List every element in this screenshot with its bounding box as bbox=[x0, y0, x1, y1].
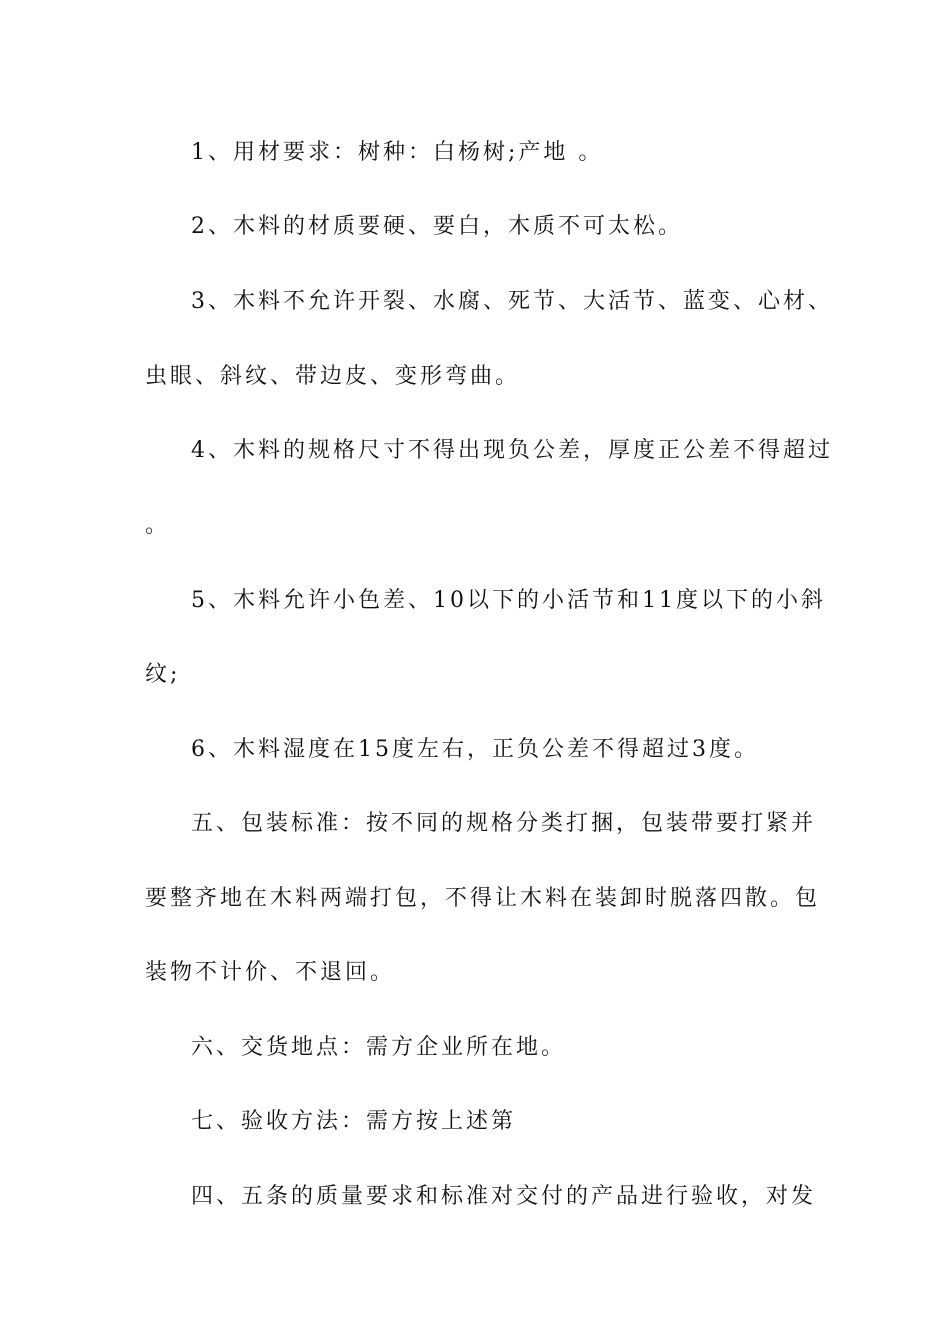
paragraph-line-6: 。 bbox=[145, 513, 171, 538]
paragraph-line-4: 虫眼、斜纹、带边皮、变形弯曲。 bbox=[145, 364, 521, 389]
paragraph-line-3: 3、木料不允许开裂、水腐、死节、大活节、蓝变、心材、 bbox=[191, 289, 833, 314]
paragraph-line-5: 4、木料的规格尺寸不得出现负公差，厚度正公差不得超过 bbox=[191, 438, 833, 463]
paragraph-line-13: 六、交货地点：需方企业所在地。 bbox=[191, 1035, 567, 1060]
paragraph-line-2: 2、木料的材质要硬、要白，木质不可太松。 bbox=[191, 214, 683, 239]
paragraph-line-15: 四、五条的质量要求和标准对交付的产品进行验收，对发 bbox=[191, 1184, 817, 1209]
paragraph-line-12: 装物不计价、不退回。 bbox=[145, 960, 396, 985]
paragraph-line-9: 6、木料湿度在15度左右，正负公差不得超过3度。 bbox=[191, 737, 759, 762]
paragraph-line-14: 七、验收方法：需方按上述第 bbox=[191, 1109, 517, 1134]
paragraph-line-8: 纹; bbox=[145, 662, 181, 687]
paragraph-line-11: 要整齐地在木料两端打包，不得让木料在装卸时脱落四散。包 bbox=[145, 886, 821, 911]
paragraph-line-1: 1、用材要求：树种：白杨树;产地 。 bbox=[191, 140, 604, 165]
paragraph-line-10: 五、包装标准：按不同的规格分类打捆，包装带要打紧并 bbox=[191, 811, 817, 836]
paragraph-line-7: 5、木料允许小色差、10以下的小活节和11度以下的小斜 bbox=[191, 588, 826, 613]
